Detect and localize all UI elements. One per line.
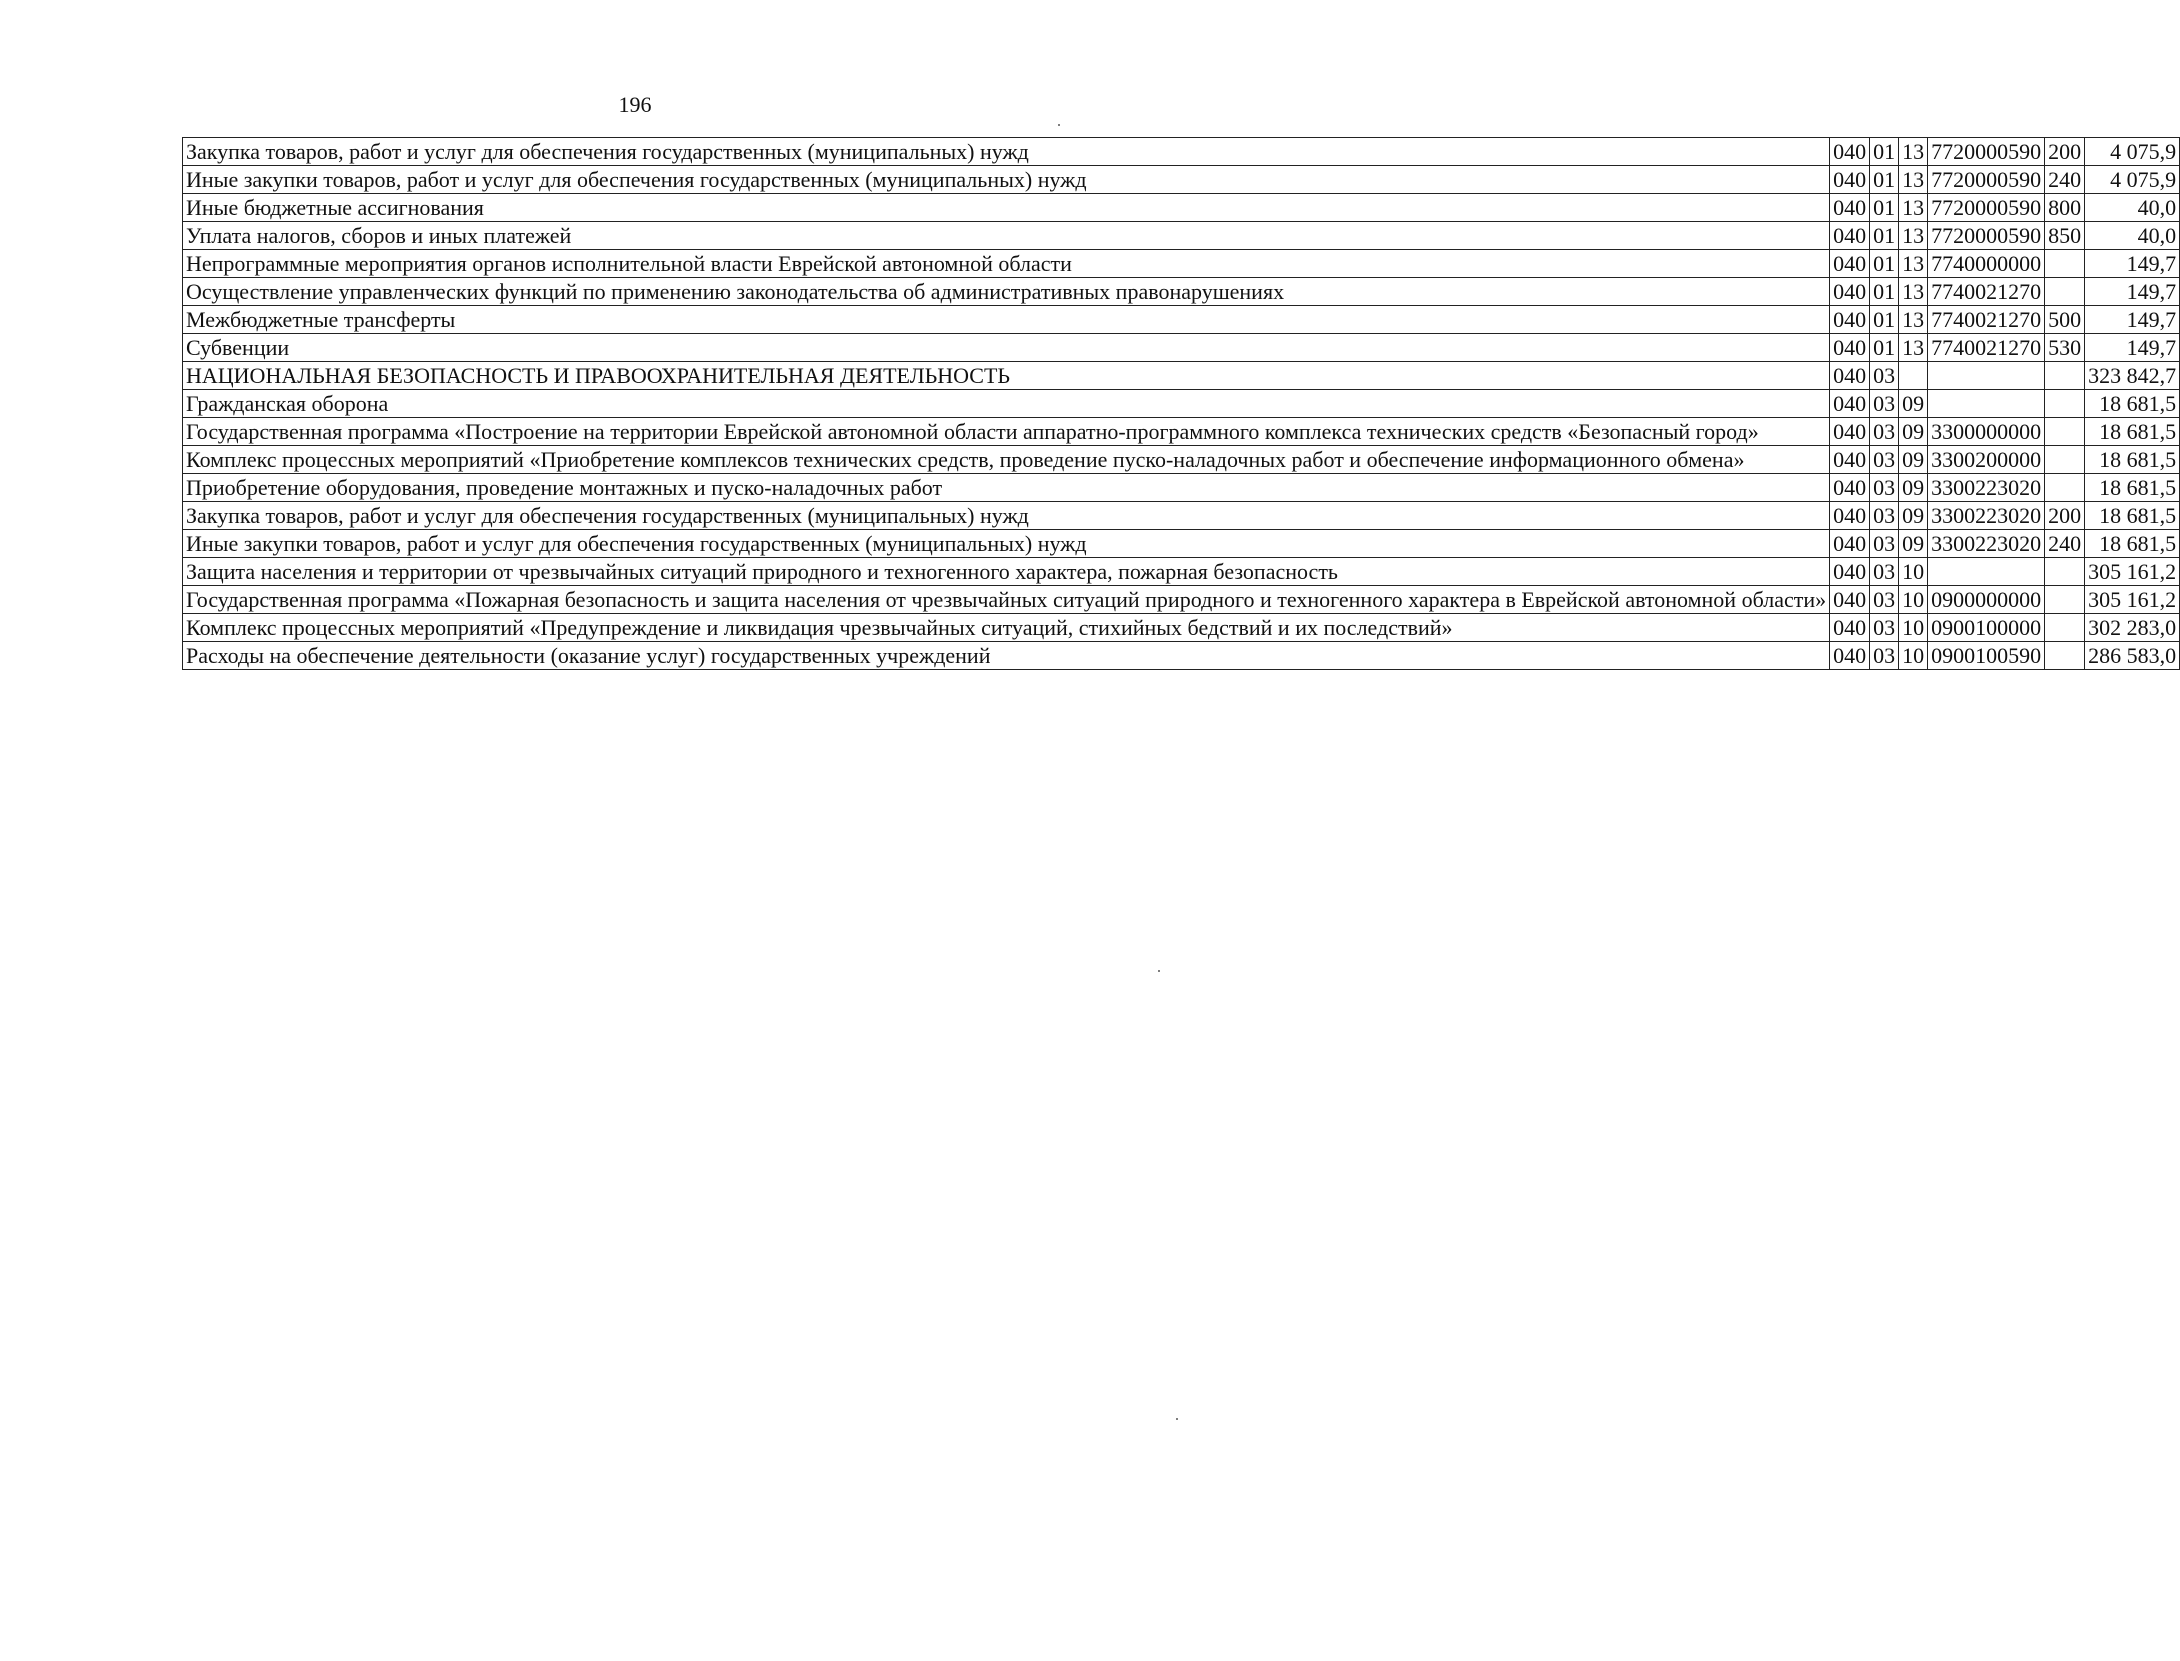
row-amount: 18 681,5 xyxy=(2085,530,2180,558)
row-code: 040 xyxy=(1830,250,1870,278)
row-code: 040 xyxy=(1830,278,1870,306)
row-name: Осуществление управленческих функций по применению законодательства об административных правонарушениях xyxy=(183,278,1830,306)
row-target-article: 7740021270 xyxy=(1928,306,2045,334)
row-name: Гражданская оборона xyxy=(183,390,1830,418)
row-amount: 18 681,5 xyxy=(2085,474,2180,502)
row-section: 01 xyxy=(1870,194,1899,222)
row-subsection: 13 xyxy=(1899,278,1928,306)
row-name: Приобретение оборудования, проведение монтажных и пуско-наладочных работ xyxy=(183,474,1830,502)
row-section: 01 xyxy=(1870,250,1899,278)
row-expense-type xyxy=(2045,586,2085,614)
row-section: 01 xyxy=(1870,166,1899,194)
row-target-article: 7740021270 xyxy=(1928,334,2045,362)
row-subsection: 13 xyxy=(1899,334,1928,362)
budget-table xyxy=(182,137,2180,670)
row-amount: 149,7 xyxy=(2085,334,2180,362)
row-section: 03 xyxy=(1870,390,1899,418)
row-subsection: 13 xyxy=(1899,222,1928,250)
row-name: Расходы на обеспечение деятельности (оказание услуг) государственных учреждений xyxy=(183,642,1830,670)
table-row xyxy=(183,278,2180,306)
row-code: 040 xyxy=(1830,138,1870,166)
row-target-article xyxy=(1928,390,2045,418)
row-name: Иные бюджетные ассигнования xyxy=(183,194,1830,222)
row-amount: 305 161,2 xyxy=(2085,558,2180,586)
row-name: НАЦИОНАЛЬНАЯ БЕЗОПАСНОСТЬ И ПРАВООХРАНИТЕЛЬНАЯ ДЕЯТЕЛЬНОСТЬ xyxy=(183,362,1830,390)
row-section: 01 xyxy=(1870,278,1899,306)
row-code: 040 xyxy=(1830,222,1870,250)
row-name: Государственная программа «Построение на территории Еврейской автономной области аппаратно-программного комплекса технических средств «Безопасный город» xyxy=(183,418,1830,446)
row-expense-type: 200 xyxy=(2045,502,2085,530)
row-code: 040 xyxy=(1830,362,1870,390)
table-row xyxy=(183,194,2180,222)
row-expense-type xyxy=(2045,418,2085,446)
row-subsection: 09 xyxy=(1899,418,1928,446)
row-target-article: 3300200000 xyxy=(1928,446,2045,474)
row-amount: 302 283,0 xyxy=(2085,614,2180,642)
row-target-article xyxy=(1928,558,2045,586)
row-section: 01 xyxy=(1870,334,1899,362)
table-row xyxy=(183,586,2180,614)
row-expense-type xyxy=(2045,642,2085,670)
table-row xyxy=(183,530,2180,558)
row-subsection: 09 xyxy=(1899,474,1928,502)
row-target-article: 7740021270 xyxy=(1928,278,2045,306)
row-amount: 40,0 xyxy=(2085,194,2180,222)
row-expense-type xyxy=(2045,614,2085,642)
row-expense-type: 800 xyxy=(2045,194,2085,222)
row-subsection: 09 xyxy=(1899,390,1928,418)
row-name: Государственная программа «Пожарная безопасность и защита населения от чрезвычайных ситуаций природного и техногенного характера в Еврейской автономной области» xyxy=(183,586,1830,614)
row-section: 03 xyxy=(1870,502,1899,530)
row-name: Непрограммные мероприятия органов исполнительной власти Еврейской автономной области xyxy=(183,250,1830,278)
row-target-article: 7720000590 xyxy=(1928,222,2045,250)
table-row xyxy=(183,250,2180,278)
row-target-article: 3300223020 xyxy=(1928,530,2045,558)
row-code: 040 xyxy=(1830,642,1870,670)
row-section: 01 xyxy=(1870,306,1899,334)
row-target-article: 0900000000 xyxy=(1928,586,2045,614)
row-amount: 18 681,5 xyxy=(2085,418,2180,446)
row-code: 040 xyxy=(1830,306,1870,334)
row-subsection: 13 xyxy=(1899,166,1928,194)
row-target-article: 7720000590 xyxy=(1928,194,2045,222)
row-name: Закупка товаров, работ и услуг для обеспечения государственных (муниципальных) нужд xyxy=(183,138,1830,166)
row-name: Защита населения и территории от чрезвычайных ситуаций природного и техногенного характера, пожарная безопасность xyxy=(183,558,1830,586)
table-row xyxy=(183,390,2180,418)
row-subsection: 09 xyxy=(1899,530,1928,558)
table-row xyxy=(183,138,2180,166)
row-section: 01 xyxy=(1870,138,1899,166)
row-target-article: 3300000000 xyxy=(1928,418,2045,446)
row-target-article: 0900100590 xyxy=(1928,642,2045,670)
row-subsection: 09 xyxy=(1899,446,1928,474)
row-amount: 149,7 xyxy=(2085,278,2180,306)
table-row xyxy=(183,166,2180,194)
row-amount: 4 075,9 xyxy=(2085,166,2180,194)
row-expense-type xyxy=(2045,558,2085,586)
row-amount: 18 681,5 xyxy=(2085,390,2180,418)
row-expense-type: 530 xyxy=(2045,334,2085,362)
row-target-article xyxy=(1928,362,2045,390)
row-expense-type: 200 xyxy=(2045,138,2085,166)
row-section: 03 xyxy=(1870,446,1899,474)
row-section: 03 xyxy=(1870,586,1899,614)
row-code: 040 xyxy=(1830,418,1870,446)
row-amount: 4 075,9 xyxy=(2085,138,2180,166)
row-name: Комплекс процессных мероприятий «Предупреждение и ликвидация чрезвычайных ситуаций, стихийных бедствий и их последствий» xyxy=(183,614,1830,642)
row-name: Иные закупки товаров, работ и услуг для обеспечения государственных (муниципальных) нужд xyxy=(183,530,1830,558)
row-subsection xyxy=(1899,362,1928,390)
table-row xyxy=(183,362,2180,390)
row-amount: 286 583,0 xyxy=(2085,642,2180,670)
row-amount: 18 681,5 xyxy=(2085,502,2180,530)
scan-speck xyxy=(1058,124,1060,126)
row-code: 040 xyxy=(1830,390,1870,418)
row-name: Закупка товаров, работ и услуг для обеспечения государственных (муниципальных) нужд xyxy=(183,502,1830,530)
row-code: 040 xyxy=(1830,194,1870,222)
table-row xyxy=(183,446,2180,474)
row-amount: 149,7 xyxy=(2085,306,2180,334)
table-row xyxy=(183,306,2180,334)
table-row xyxy=(183,418,2180,446)
row-subsection: 10 xyxy=(1899,642,1928,670)
row-amount: 323 842,7 xyxy=(2085,362,2180,390)
scan-speck xyxy=(1158,970,1160,972)
row-amount: 149,7 xyxy=(2085,250,2180,278)
row-code: 040 xyxy=(1830,446,1870,474)
row-amount: 305 161,2 xyxy=(2085,586,2180,614)
row-section: 03 xyxy=(1870,474,1899,502)
row-section: 03 xyxy=(1870,530,1899,558)
table-row xyxy=(183,558,2180,586)
row-name: Иные закупки товаров, работ и услуг для обеспечения государственных (муниципальных) нужд xyxy=(183,166,1830,194)
page-number: 196 xyxy=(618,92,652,117)
row-expense-type xyxy=(2045,446,2085,474)
row-name: Субвенции xyxy=(183,334,1830,362)
row-expense-type xyxy=(2045,474,2085,502)
row-code: 040 xyxy=(1830,530,1870,558)
row-expense-type: 240 xyxy=(2045,530,2085,558)
row-code: 040 xyxy=(1830,586,1870,614)
row-amount: 40,0 xyxy=(2085,222,2180,250)
row-subsection: 13 xyxy=(1899,138,1928,166)
row-section: 03 xyxy=(1870,614,1899,642)
row-code: 040 xyxy=(1830,474,1870,502)
row-subsection: 09 xyxy=(1899,502,1928,530)
table-row xyxy=(183,474,2180,502)
row-expense-type xyxy=(2045,278,2085,306)
row-section: 03 xyxy=(1870,418,1899,446)
row-section: 03 xyxy=(1870,558,1899,586)
row-expense-type xyxy=(2045,390,2085,418)
row-expense-type xyxy=(2045,250,2085,278)
row-name: Комплекс процессных мероприятий «Приобретение комплексов технических средств, проведение пуско-наладочных работ и обеспечение информационного обмена» xyxy=(183,446,1830,474)
table-row xyxy=(183,334,2180,362)
scan-speck xyxy=(1176,1418,1178,1420)
row-target-article: 7720000590 xyxy=(1928,138,2045,166)
row-subsection: 13 xyxy=(1899,194,1928,222)
table-row xyxy=(183,222,2180,250)
row-section: 03 xyxy=(1870,642,1899,670)
row-subsection: 10 xyxy=(1899,586,1928,614)
budget-table-body xyxy=(183,138,2180,670)
row-section: 03 xyxy=(1870,362,1899,390)
table-row xyxy=(183,614,2180,642)
row-subsection: 13 xyxy=(1899,306,1928,334)
row-expense-type: 850 xyxy=(2045,222,2085,250)
row-code: 040 xyxy=(1830,558,1870,586)
row-target-article: 3300223020 xyxy=(1928,474,2045,502)
row-target-article: 3300223020 xyxy=(1928,502,2045,530)
row-code: 040 xyxy=(1830,614,1870,642)
row-target-article: 7740000000 xyxy=(1928,250,2045,278)
row-code: 040 xyxy=(1830,502,1870,530)
row-name: Межбюджетные трансферты xyxy=(183,306,1830,334)
row-subsection: 10 xyxy=(1899,558,1928,586)
row-code: 040 xyxy=(1830,166,1870,194)
row-subsection: 13 xyxy=(1899,250,1928,278)
row-subsection: 10 xyxy=(1899,614,1928,642)
row-code: 040 xyxy=(1830,334,1870,362)
row-target-article: 0900100000 xyxy=(1928,614,2045,642)
row-expense-type: 240 xyxy=(2045,166,2085,194)
table-row xyxy=(183,642,2180,670)
row-section: 01 xyxy=(1870,222,1899,250)
row-name: Уплата налогов, сборов и иных платежей xyxy=(183,222,1830,250)
table-row xyxy=(183,502,2180,530)
row-amount: 18 681,5 xyxy=(2085,446,2180,474)
row-expense-type: 500 xyxy=(2045,306,2085,334)
row-expense-type xyxy=(2045,362,2085,390)
row-target-article: 7720000590 xyxy=(1928,166,2045,194)
